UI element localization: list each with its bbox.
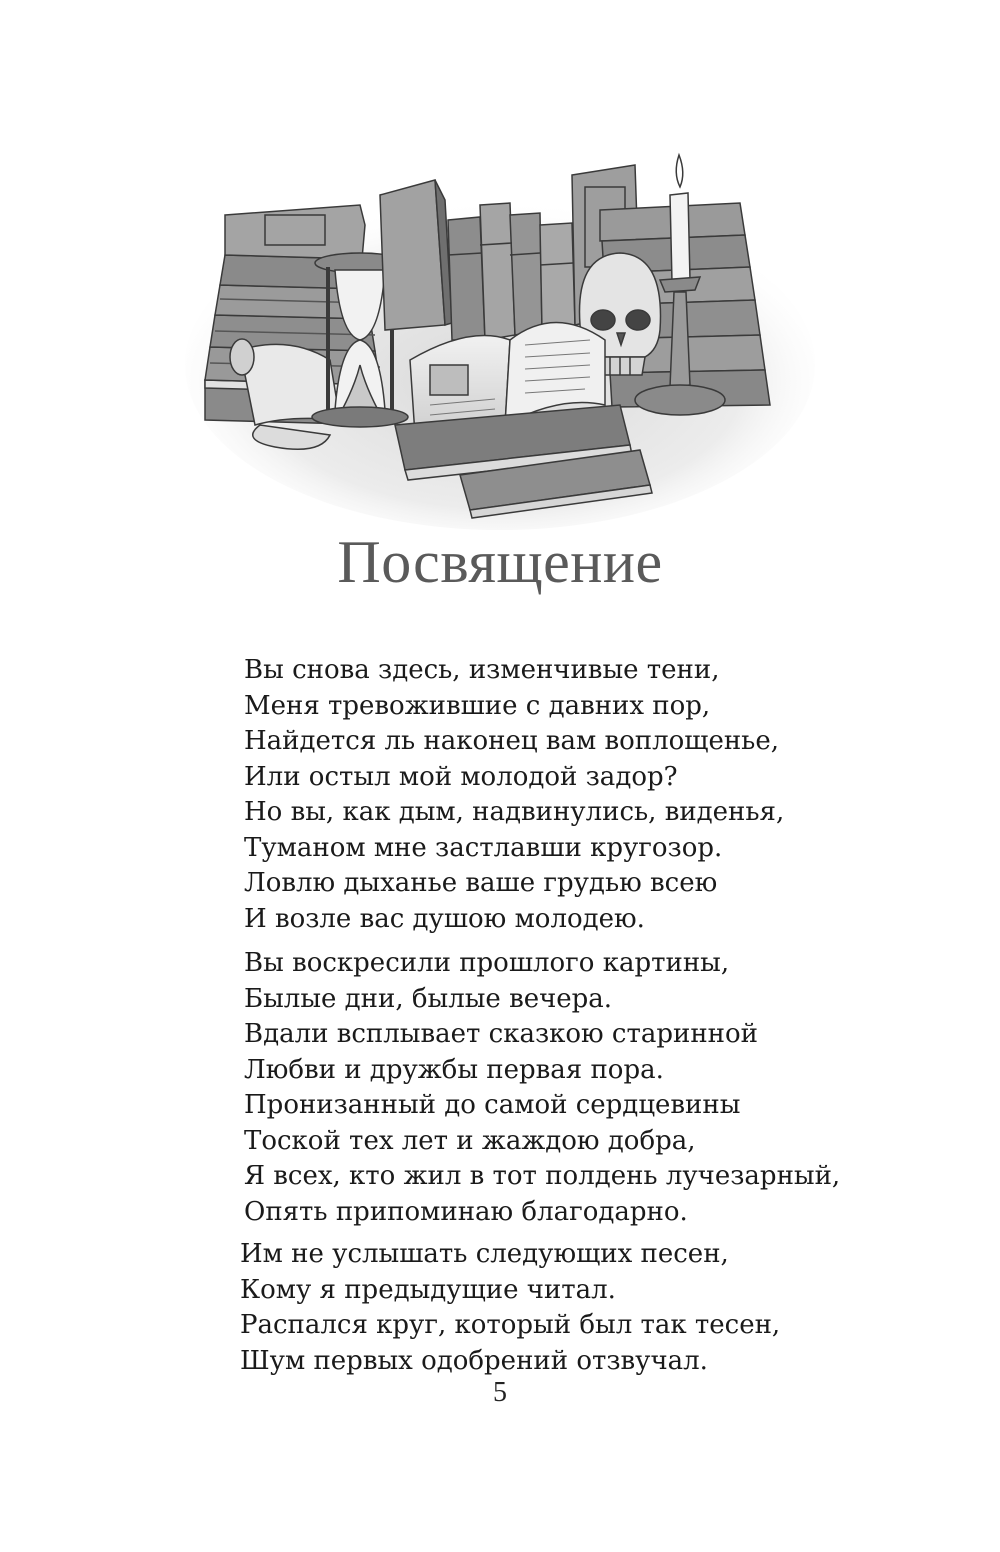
verse-line: Любви и дружбы первая пора. [244, 1054, 664, 1085]
page-number: 5 [493, 1377, 507, 1408]
verse-line: Вы воскресили прошлого картины, [244, 948, 730, 978]
stanza-1 [244, 653, 784, 937]
page-title: Посвящение [337, 529, 663, 595]
verse-line: Опять припоминаю благодарно. [244, 1196, 688, 1227]
stanza-3 [240, 1237, 780, 1379]
verse-line: Но вы, как дым, надвинулись, виденья, [244, 797, 785, 827]
verse-line: Меня тревожившие с давних пор, [244, 690, 711, 721]
still-life-illustration [180, 125, 820, 535]
verse-line: Вдали всплывает сказкою старинной [244, 1019, 758, 1049]
verse-line: Кому я предыдущие читал. [240, 1274, 616, 1305]
verse-line: Распался круг, который был так тесен, [240, 1310, 781, 1340]
verse-line: Тоской тех лет и жаждою добра, [244, 1125, 696, 1156]
verse-line: Шум первых одобрений отзвучал. [240, 1345, 708, 1376]
verse-line: Найдется ль наконец вам воплощенье, [244, 726, 779, 756]
verse-line: Я всех, кто жил в тот полдень лучезарный, [244, 1161, 841, 1191]
verse-line: Вы снова здесь, изменчивые тени, [244, 655, 720, 685]
stanza-2 [244, 946, 840, 1230]
verse-line: Былые дни, былые вечера. [244, 983, 613, 1014]
verse-line: И возле вас душою молодею. [244, 903, 645, 934]
verse-line: Или остыл мой молодой задор? [244, 761, 678, 792]
books-skull-candle-icon [180, 125, 820, 535]
verse-line: Пронизанный до самой сердцевины [244, 1090, 741, 1120]
verse-line: Туманом мне застлавши кругозор. [244, 832, 723, 863]
verse-line: Ловлю дыханье ваше грудью всею [244, 868, 718, 898]
verse-line: Им не услышать следующих песен, [240, 1239, 729, 1269]
